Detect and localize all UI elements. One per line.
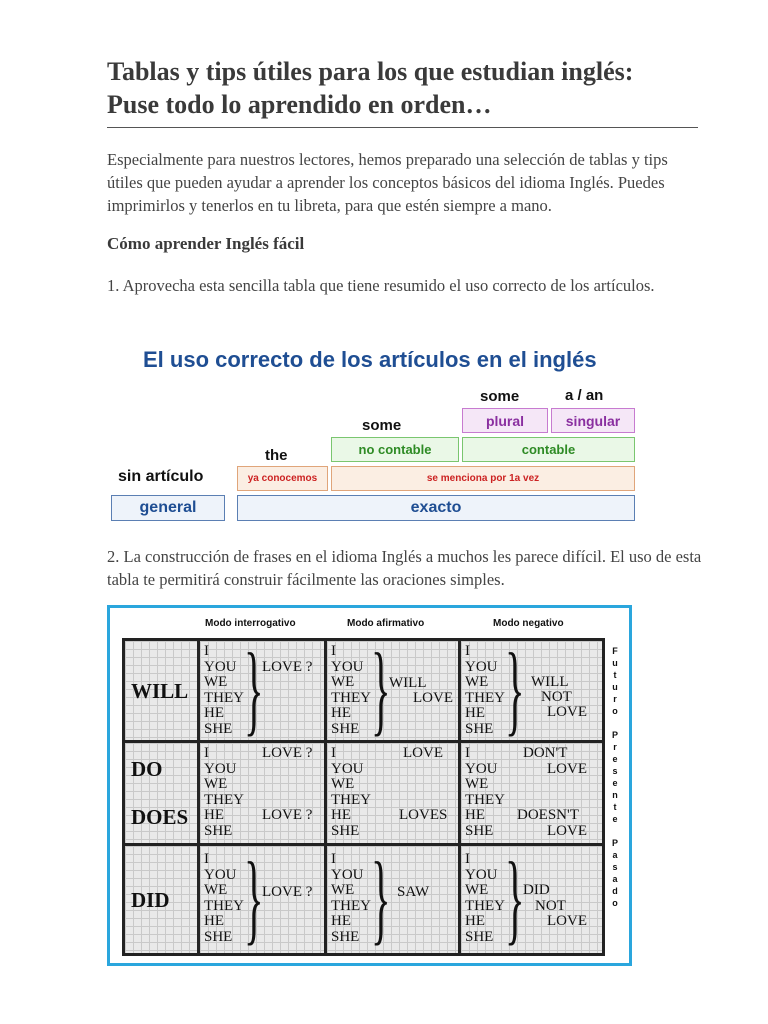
- box-general: general: [111, 495, 225, 521]
- does-negative-verb: LOVE: [547, 823, 587, 839]
- will-interrogative-verb: LOVE ?: [262, 659, 313, 675]
- verb-does: DOES: [131, 805, 189, 829]
- item-2-paragraph: 2. La construcción de frases en el idioma Inglés a muchos les parece difícil. El uso de esta tabla te permitirá construir fácilmente las oraciones simples.: [107, 547, 702, 589]
- does-interrogative-verb: LOVE ?: [262, 807, 313, 823]
- tense-label-futuro: F u t u r o: [612, 646, 618, 716]
- pronoun-list: I YOU WE THEY HE SHE: [465, 643, 505, 737]
- intro-paragraph: Especialmente para nuestros lectores, hemos preparado una selección de tablas y tips útiles que pueden ayudar a aprender los conceptos básicos del idioma Inglés. Puedes imprimirlos y tenerlos en tu libreta, para que estén siempre a mano.: [107, 150, 668, 215]
- box-exacto: exacto: [237, 495, 635, 521]
- cell-did-interrogative: [200, 846, 324, 953]
- did-negative-not: NOT: [535, 898, 566, 914]
- will-affirmative-verb: LOVE: [413, 690, 453, 706]
- do-affirmative-verb: LOVE: [403, 745, 443, 761]
- pronoun-list: I YOU WE THEY HE SHE: [331, 643, 371, 737]
- title-line-1: Tablas y tips útiles para los que estudian inglés:: [107, 57, 634, 86]
- label-a-an: a / an: [565, 387, 604, 404]
- do-negative-aux: DON'T: [523, 745, 568, 761]
- brace: }: [505, 641, 525, 740]
- does-affirmative-verb: LOVES: [399, 807, 448, 823]
- brace: }: [371, 846, 391, 953]
- brace: }: [244, 846, 264, 953]
- title-divider: [107, 127, 698, 128]
- will-affirmative-aux: WILL: [389, 675, 427, 691]
- cell-do-affirmative: [327, 743, 458, 843]
- label-the: the: [265, 447, 288, 464]
- brace: }: [505, 846, 525, 953]
- pronoun-list: I YOU WE THEY HE SHE: [465, 851, 505, 945]
- verb-cell-do-does: [125, 743, 197, 843]
- cell-will-negative: [461, 641, 602, 740]
- item-1-paragraph: 1. Aprovecha esta sencilla tabla que tiene resumido el uso correcto de los artículos.: [107, 276, 655, 295]
- tense-grid: [122, 638, 605, 956]
- label-some-top: some: [480, 388, 520, 405]
- do-interrogative-verb: LOVE ?: [262, 745, 313, 761]
- pronoun-list: I YOU WE THEY HE SHE: [331, 851, 371, 945]
- did-affirmative-verb: SAW: [397, 884, 430, 900]
- tense-labels: [610, 645, 620, 909]
- cell-will-interrogative: [200, 641, 324, 740]
- sentence-construction-table: [107, 605, 632, 966]
- mode-interrogative-header: Modo interrogativo: [205, 618, 296, 629]
- label-sin-articulo: sin artículo: [118, 468, 204, 485]
- verb-cell-will: [125, 641, 197, 740]
- verb-cell-did: [125, 846, 197, 953]
- figure-title: El uso correcto de los artículos en el inglés: [143, 347, 597, 372]
- pronoun-list: I YOU WE THEY HE SHE: [465, 745, 505, 839]
- cell-did-negative: [461, 846, 602, 953]
- will-negative-not: NOT: [541, 689, 572, 705]
- articles-usage-figure: [100, 340, 660, 530]
- tense-label-pasado: P a s a d o: [611, 838, 618, 908]
- do-negative-verb: LOVE: [547, 761, 587, 777]
- mode-affirmative-header: Modo afirmativo: [347, 618, 425, 629]
- tense-label-presente: P r e s e n t e: [611, 730, 618, 824]
- verb-do: DO: [131, 757, 163, 781]
- pronoun-list: I YOU WE THEY HE SHE: [204, 643, 244, 737]
- section-subheading: Cómo aprender Inglés fácil: [107, 234, 305, 253]
- cell-do-negative: [461, 743, 602, 843]
- box-ya-conocemos: ya conocemos: [237, 466, 328, 491]
- brace: }: [371, 641, 391, 740]
- box-singular: singular: [551, 408, 635, 433]
- box-plural: plural: [462, 408, 548, 433]
- cell-do-interrogative: [200, 743, 324, 843]
- did-negative-aux: DID: [523, 882, 550, 898]
- article-title: [107, 55, 707, 121]
- will-negative-verb: LOVE: [547, 704, 587, 720]
- brace: }: [244, 641, 264, 740]
- pronoun-list: I YOU WE THEY HE SHE: [204, 851, 244, 945]
- did-interrogative-verb: LOVE ?: [262, 884, 313, 900]
- title-line-2: Puse todo lo aprendido en orden…: [107, 90, 492, 119]
- will-negative-aux: WILL: [531, 674, 569, 690]
- cell-did-affirmative: [327, 846, 458, 953]
- does-negative-aux: DOESN'T: [517, 807, 579, 823]
- box-contable: contable: [462, 437, 635, 462]
- cell-will-affirmative: [327, 641, 458, 740]
- pronoun-list: I YOU WE THEY HE SHE: [204, 745, 244, 839]
- box-se-menciona: se menciona por 1a vez: [331, 466, 635, 491]
- pronoun-list: I YOU WE THEY HE SHE: [331, 745, 371, 839]
- did-negative-verb: LOVE: [547, 913, 587, 929]
- mode-negative-header: Modo negativo: [493, 618, 564, 629]
- verb-did: DID: [131, 888, 170, 912]
- box-no-contable: no contable: [331, 437, 459, 462]
- label-some: some: [362, 417, 402, 434]
- verb-will: WILL: [131, 679, 189, 703]
